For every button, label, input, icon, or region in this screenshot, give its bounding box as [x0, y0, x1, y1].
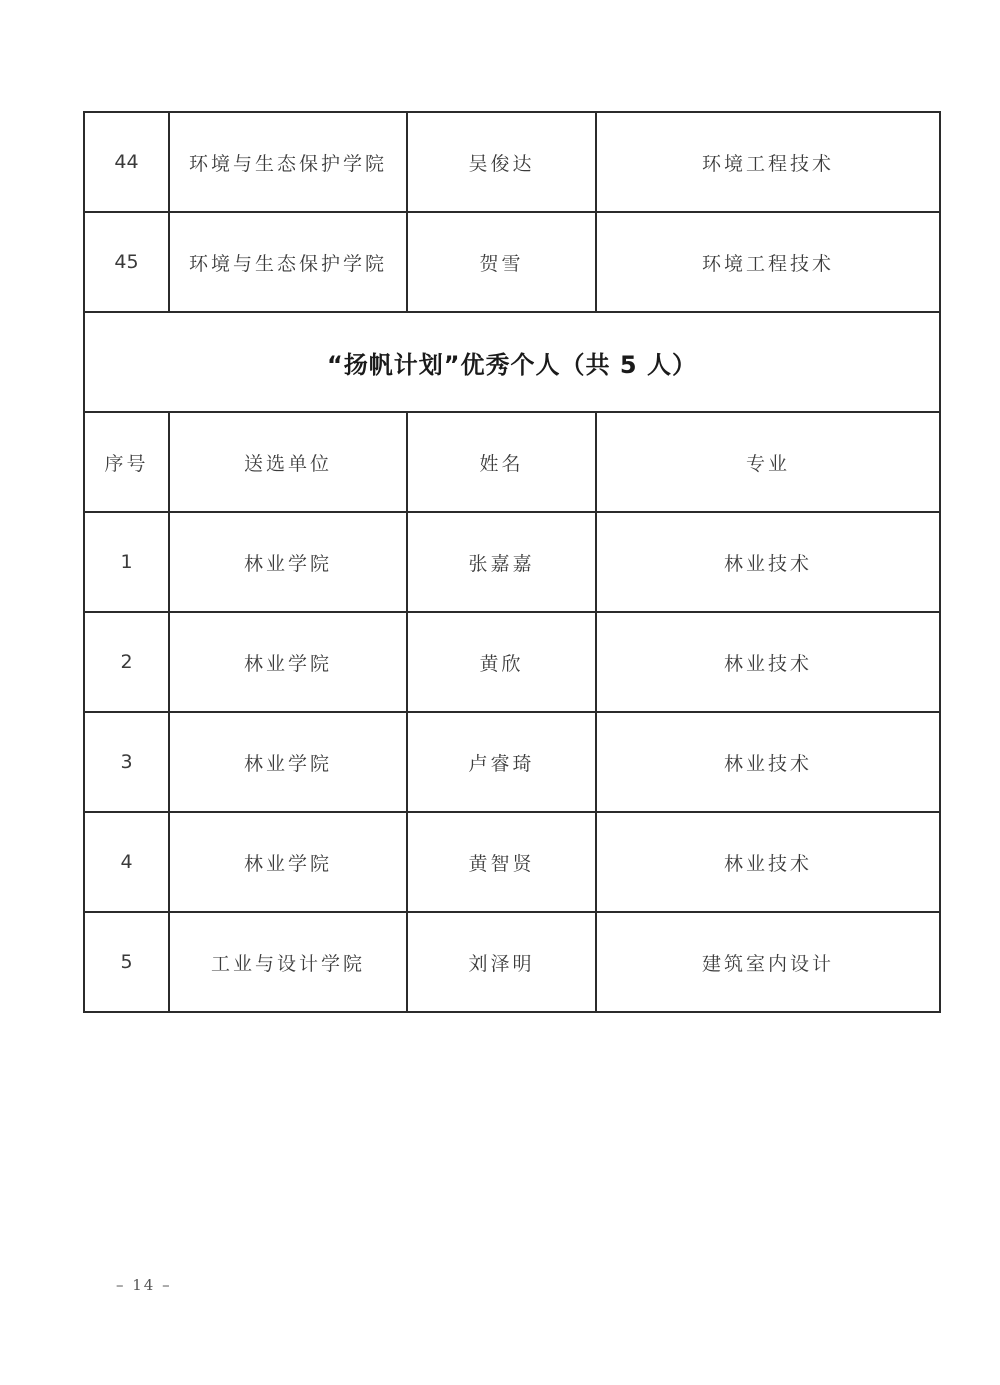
row-major: 林业技术: [596, 812, 940, 912]
row-major: 环境工程技术: [596, 112, 940, 212]
header-major: 专业: [596, 412, 940, 512]
row-major: 林业技术: [596, 512, 940, 612]
row-index: 3: [84, 712, 169, 812]
table-row: [84, 612, 940, 712]
row-index: 5: [84, 912, 169, 1012]
row-index: 44: [84, 112, 169, 212]
roster-table: [83, 111, 941, 1013]
row-unit: 林业学院: [169, 712, 407, 812]
row-major: 建筑室内设计: [596, 912, 940, 1012]
header-name: 姓名: [407, 412, 596, 512]
row-name: 卢睿琦: [407, 712, 596, 812]
table-row: [84, 712, 940, 812]
header-index: 序号: [84, 412, 169, 512]
row-name: 贺雪: [407, 212, 596, 312]
table-row: [84, 112, 940, 212]
header-row: [84, 412, 940, 512]
row-index: 4: [84, 812, 169, 912]
row-major: 环境工程技术: [596, 212, 940, 312]
table-row: [84, 812, 940, 912]
row-major: 林业技术: [596, 612, 940, 712]
row-unit: 环境与生态保护学院: [169, 112, 407, 212]
section-title: “扬帆计划”优秀个人（共 5 人）: [84, 312, 940, 412]
row-index: 2: [84, 612, 169, 712]
row-unit: 林业学院: [169, 512, 407, 612]
row-index: 1: [84, 512, 169, 612]
table-row: [84, 512, 940, 612]
row-unit: 林业学院: [169, 812, 407, 912]
section-row: [84, 312, 940, 412]
row-name: 刘泽明: [407, 912, 596, 1012]
row-unit: 环境与生态保护学院: [169, 212, 407, 312]
row-unit: 工业与设计学院: [169, 912, 407, 1012]
row-unit: 林业学院: [169, 612, 407, 712]
row-name: 吴俊达: [407, 112, 596, 212]
row-major: 林业技术: [596, 712, 940, 812]
table-row: [84, 912, 940, 1012]
header-unit: 送选单位: [169, 412, 407, 512]
row-name: 黄智贤: [407, 812, 596, 912]
row-name: 张嘉嘉: [407, 512, 596, 612]
row-name: 黄欣: [407, 612, 596, 712]
table-row: [84, 212, 940, 312]
row-index: 45: [84, 212, 169, 312]
page-number: – 14 –: [116, 1276, 172, 1294]
